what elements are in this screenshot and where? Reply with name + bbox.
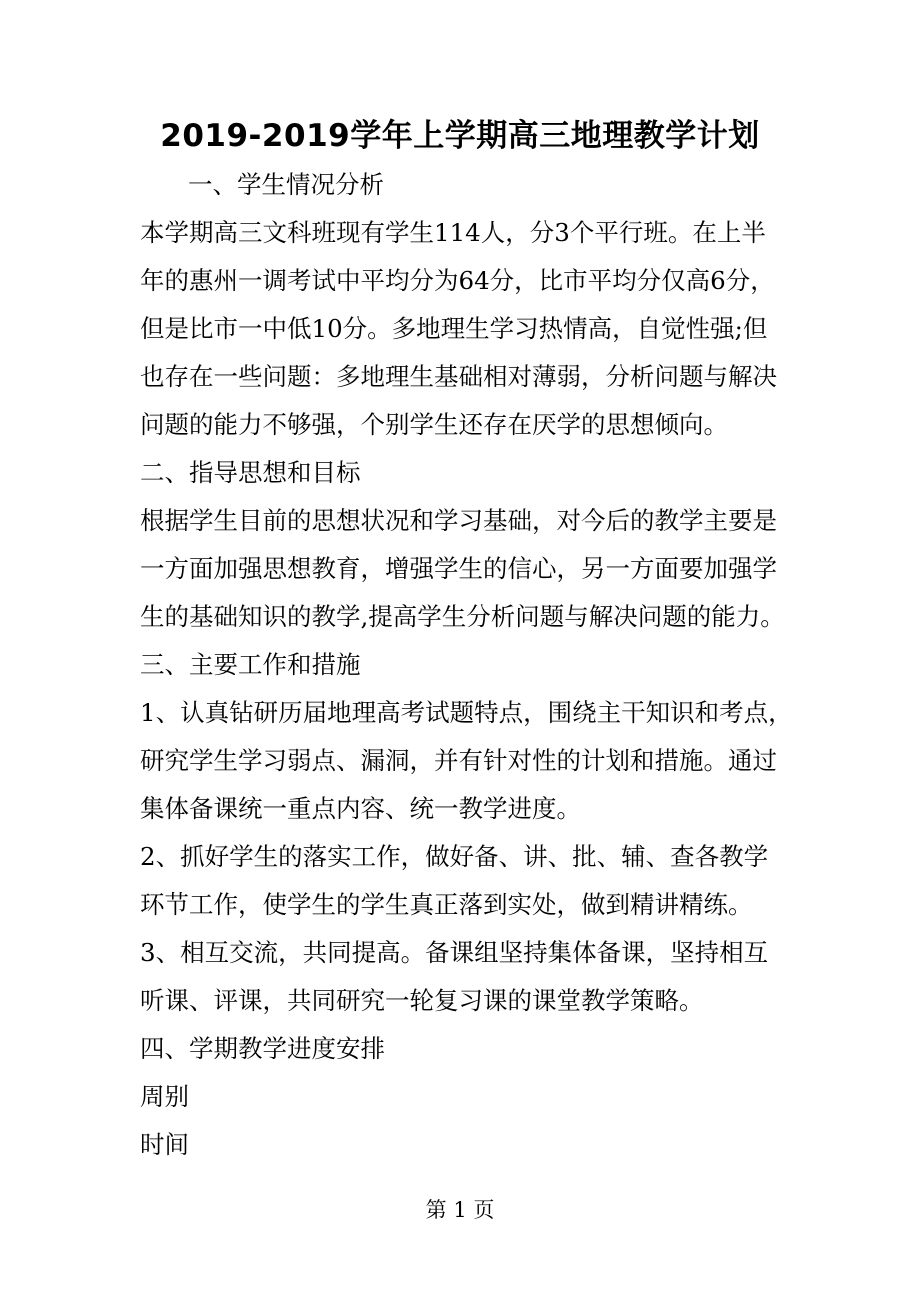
paragraph-line: 一方面加强思想教育，增强学生的信心，另一方面要加强学: [140, 554, 777, 583]
paragraph-line: 研究学生学习弱点、漏洞，并有针对性的计划和措施。通过: [140, 746, 777, 775]
paragraph-line: 听课、评课，共同研究一轮复习课的课堂教学策略。: [140, 986, 704, 1015]
paragraph-line: 但是比市一中低10分。多地理生学习热情高，自觉性强;但: [140, 314, 768, 343]
paragraph-line: 也存在一些问题：多地理生基础相对薄弱，分析问题与解决: [140, 362, 777, 391]
paragraph-line: 3、相互交流，共同提高。备课组坚持集体备课，坚持相互: [140, 938, 769, 967]
section-heading-1: 一、学生情况分析: [188, 170, 384, 199]
table-label-time: 时间: [140, 1130, 189, 1159]
paragraph-line: 根据学生目前的思想状况和学习基础，对今后的教学主要是: [140, 506, 777, 535]
page-number-footer: 第 1 页: [425, 1198, 495, 1222]
paragraph-line: 集体备课统一重点内容、统一教学进度。: [140, 794, 581, 823]
paragraph-line: 年的惠州一调考试中平均分为64分，比市平均分仅高6分，: [140, 266, 775, 295]
paragraph-line: 问题的能力不够强，个别学生还存在厌学的思想倾向。: [140, 410, 728, 439]
paragraph-line: 环节工作，使学生的学生真正落到实处，做到精讲精练。: [140, 890, 753, 919]
section-heading-4: 四、学期教学进度安排: [140, 1034, 385, 1063]
paragraph-line: 1、认真钻研历届地理高考试题特点，围绕主干知识和考点，: [140, 698, 793, 727]
table-label-week: 周别: [140, 1082, 189, 1111]
document-title: 2019-2019学年上学期高三地理教学计划: [160, 118, 760, 154]
section-heading-2: 二、指导思想和目标: [140, 458, 361, 487]
paragraph-line: 本学期高三文科班现有学生114人，分3个平行班。在上半: [140, 218, 766, 247]
paragraph-line: 2、抓好学生的落实工作，做好备、讲、批、辅、查各教学: [140, 842, 769, 871]
paragraph-line: 生的基础知识的教学,提高学生分析问题与解决问题的能力。: [140, 602, 785, 631]
section-heading-3: 三、主要工作和措施: [140, 650, 361, 679]
